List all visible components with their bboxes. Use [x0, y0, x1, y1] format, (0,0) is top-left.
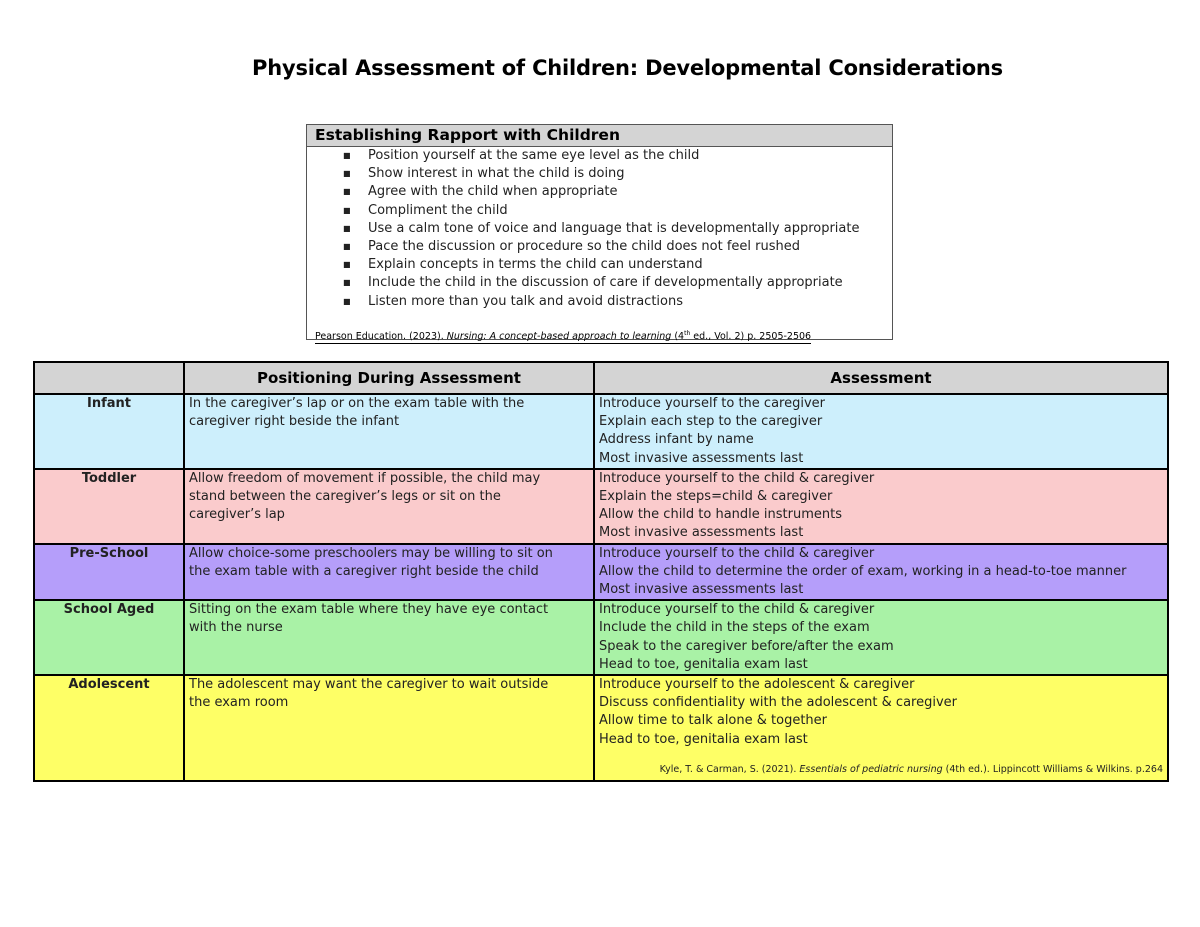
- square-bullet-icon: ■: [343, 223, 351, 233]
- rapport-list: [307, 147, 892, 311]
- stage-label: Infant: [34, 394, 184, 469]
- square-bullet-icon: ■: [343, 205, 351, 215]
- positioning-cell: Allow freedom of movement if possible, the child may stand between the caregiver’s legs or sit on the caregiver’s lap: [184, 469, 594, 544]
- stage-label: Pre-School: [34, 544, 184, 601]
- rapport-item: ■ Agree with the child when appropriate: [307, 183, 892, 201]
- assessment-cell: Introduce yourself to the child & caregiver Explain the steps=child & caregiver Allow the child to handle instruments Most invasive assessments last: [594, 469, 1168, 544]
- table-row: [34, 469, 1168, 544]
- table-citation: Kyle, T. & Carman, S. (2021). Essentials of pediatric nursing (4th ed.). Lippincott Williams & Wilkins. p.264: [659, 763, 1163, 775]
- square-bullet-icon: ■: [343, 187, 351, 197]
- header-stage: [34, 362, 184, 394]
- rapport-item: ■ Position yourself at the same eye level as the child: [307, 147, 892, 165]
- rapport-item: ■ Use a calm tone of voice and language that is developmentally appropriate: [307, 220, 892, 238]
- rapport-item: ■ Include the child in the discussion of care if developmentally appropriate: [307, 274, 892, 292]
- assessment-table: [33, 361, 1169, 782]
- assessment-cell: Introduce yourself to the child & caregiver Include the child in the steps of the exam Speak to the caregiver before/after the exam Head to toe, genitalia exam last: [594, 600, 1168, 675]
- positioning-cell: Sitting on the exam table where they have eye contact with the nurse: [184, 600, 594, 675]
- rapport-item: ■ Pace the discussion or procedure so the child does not feel rushed: [307, 238, 892, 256]
- header-positioning: Positioning During Assessment: [184, 362, 594, 394]
- positioning-cell: Allow choice-some preschoolers may be willing to sit on the exam table with a caregiver right beside the child: [184, 544, 594, 601]
- square-bullet-icon: ■: [343, 241, 351, 251]
- stage-label: Toddler: [34, 469, 184, 544]
- square-bullet-icon: ■: [343, 151, 351, 160]
- table-row: [34, 675, 1168, 781]
- assessment-cell: Introduce yourself to the child & caregiver Allow the child to determine the order of exam, working in a head-to-toe manner Most invasive assessments last: [594, 544, 1168, 601]
- page-title: Physical Assessment of Children: Developmental Considerations: [252, 56, 1003, 80]
- stage-label: Adolescent: [34, 675, 184, 781]
- stage-label: School Aged: [34, 600, 184, 675]
- assessment-cell: Introduce yourself to the adolescent & caregiver Discuss confidentiality with the adolescent & caregiver Allow time to talk alone & together Head to toe, genitalia exam last Kyle, T. & Carman, S. (2021). Essentials of pediatric nursing (4th ed.). Lippincott Williams & Wilkins. p.264: [594, 675, 1168, 781]
- rapport-heading: Establishing Rapport with Children: [307, 125, 892, 147]
- square-bullet-icon: ■: [343, 278, 351, 288]
- rapport-item: ■ Show interest in what the child is doing: [307, 165, 892, 183]
- table-header-row: [34, 362, 1168, 394]
- table-row: [34, 394, 1168, 469]
- square-bullet-icon: ■: [343, 260, 351, 270]
- rapport-citation: Pearson Education. (2023). Nursing: A concept-based approach to learning (4th ed., Vol. 2) p. 2505-2506: [315, 330, 812, 343]
- positioning-cell: The adolescent may want the caregiver to wait outside the exam room: [184, 675, 594, 781]
- table-row: [34, 600, 1168, 675]
- rapport-item: ■ Explain concepts in terms the child can understand: [307, 256, 892, 274]
- square-bullet-icon: ■: [343, 296, 351, 306]
- rapport-box: [306, 124, 893, 343]
- square-bullet-icon: ■: [343, 169, 351, 179]
- rapport-item: ■ Compliment the child: [307, 202, 892, 220]
- rapport-item: ■ Listen more than you talk and avoid distractions: [307, 293, 892, 311]
- positioning-cell: In the caregiver’s lap or on the exam table with the caregiver right beside the infant: [184, 394, 594, 469]
- header-assessment: Assessment: [594, 362, 1168, 394]
- assessment-cell: Introduce yourself to the caregiver Explain each step to the caregiver Address infant by name Most invasive assessments last: [594, 394, 1168, 469]
- table-row: [34, 544, 1168, 601]
